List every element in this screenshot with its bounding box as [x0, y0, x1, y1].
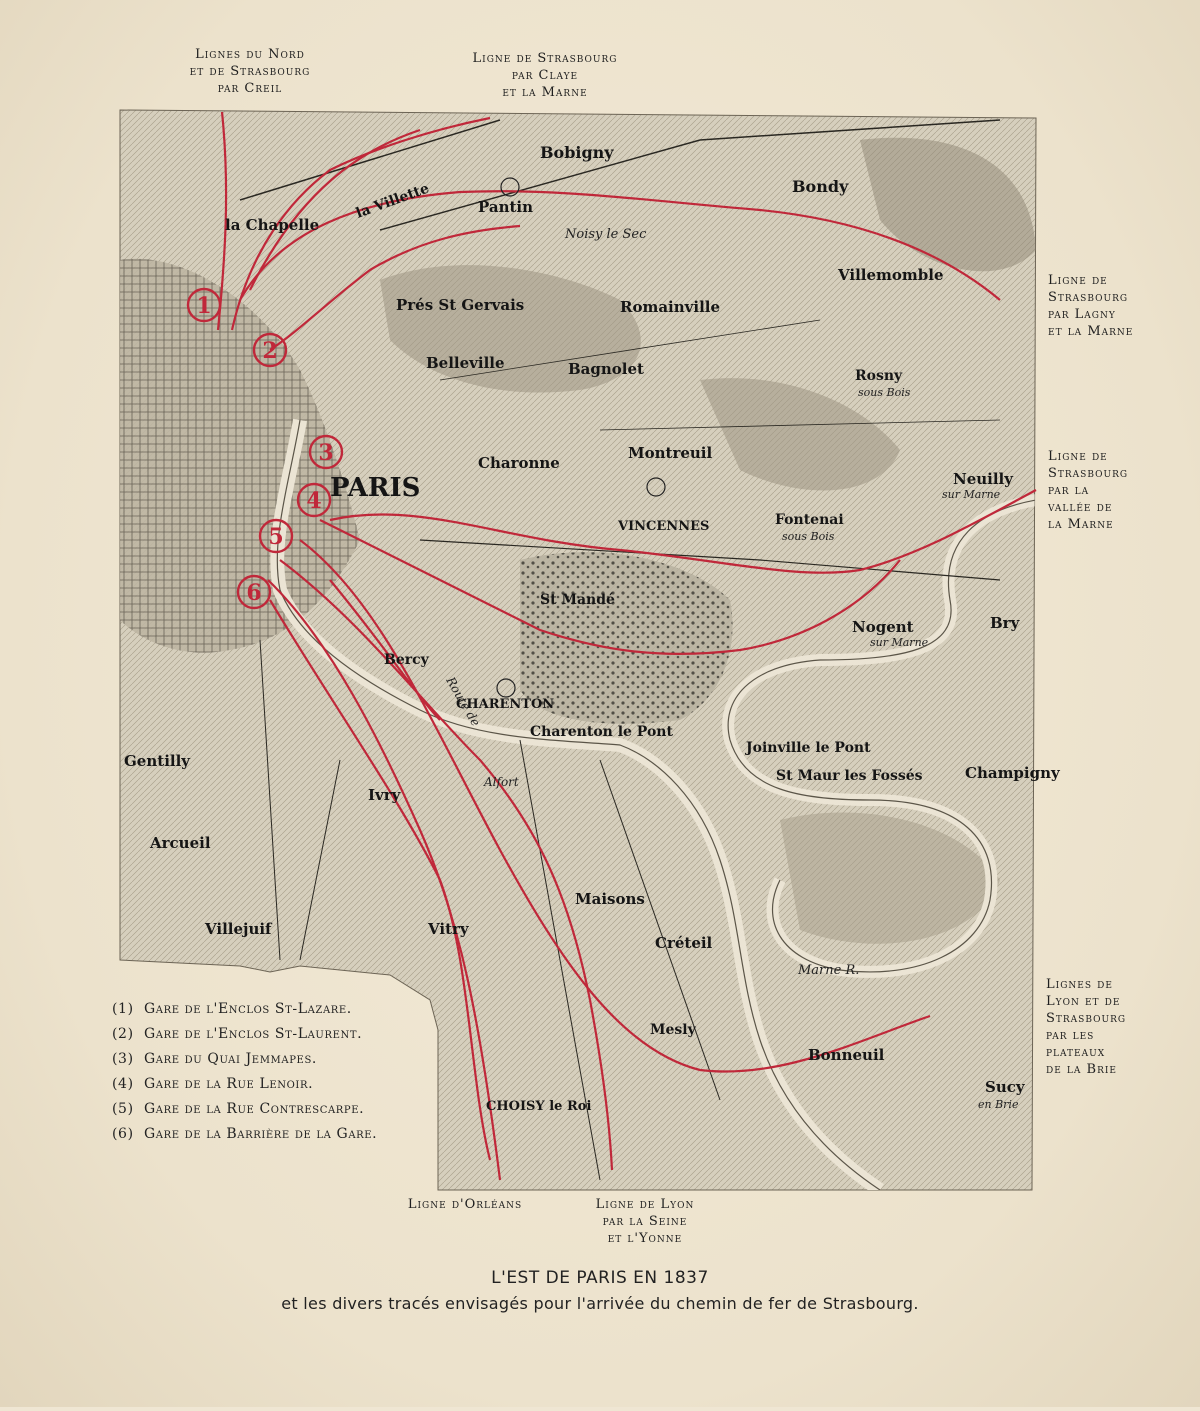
place-bagnolet: Bagnolet: [568, 360, 644, 378]
place-neuilly-sub: sur Marne: [942, 488, 1001, 501]
place-rosny-sub: sous Bois: [858, 386, 911, 399]
place-la-chapelle: la Chapelle: [225, 216, 320, 234]
svg-text:5: 5: [268, 524, 284, 550]
place-bercy: Bercy: [384, 652, 429, 668]
route-label-lyon-seine: Ligne de Lyon par la Seine et l'Yonne: [595, 1197, 695, 1246]
place-vincennes: VINCENNES: [618, 519, 710, 534]
place-fontenai-sub: sous Bois: [782, 530, 835, 543]
place-romainville: Romainville: [620, 298, 721, 316]
legend-item: (5) Gare de la Rue Contrescarpe.: [112, 1101, 365, 1117]
legend-item: (2) Gare de l'Enclos St-Laurent.: [112, 1026, 363, 1042]
place-alfort: Alfort: [484, 775, 519, 789]
svg-text:3: 3: [318, 440, 334, 466]
place-mesly: Mesly: [650, 1022, 696, 1038]
place-champigny: Champigny: [965, 764, 1060, 782]
svg-text:4: 4: [306, 488, 322, 514]
place-route-charenton: Route de: [443, 674, 483, 729]
caption-subtitle: et les divers tracés envisagés pour l'arrivée du chemin de fer de Strasbourg.: [281, 1294, 919, 1313]
place-st-mande: St Mandé: [540, 592, 615, 608]
place-charonne: Charonne: [478, 454, 560, 472]
place-villemomble: Villemomble: [838, 266, 944, 284]
place-ivry: Ivry: [368, 786, 401, 804]
place-belleville: Belleville: [426, 354, 505, 372]
place-villejuif: Villejuif: [205, 920, 272, 938]
caption-title: L'EST DE PARIS EN 1837: [491, 1268, 709, 1288]
place-la-villette: la Villette: [353, 180, 432, 222]
place-neuilly: Neuilly: [953, 470, 1013, 488]
legend-item: (4) Gare de la Rue Lenoir.: [112, 1076, 314, 1092]
place-pantin: Pantin: [478, 198, 534, 216]
place-fontenai: Fontenai: [775, 512, 844, 528]
legend-item: (1) Gare de l'Enclos St-Lazare.: [112, 1001, 352, 1017]
place-vitry: Vitry: [428, 920, 469, 938]
place-gentilly: Gentilly: [124, 752, 190, 770]
route-label-lyon-brie: Lignes de Lyon et de Strasbourg par les plateaux de la Brie: [1046, 977, 1127, 1077]
place-charenton: CHARENTON: [456, 697, 555, 712]
place-sucy-sub: en Brie: [978, 1098, 1019, 1111]
place-st-maur: St Maur les Fossés: [776, 768, 923, 784]
svg-text:1: 1: [196, 293, 212, 319]
route-label-orleans: Ligne d'Orléans: [407, 1197, 523, 1212]
svg-text:6: 6: [246, 580, 262, 606]
place-bondy: Bondy: [792, 177, 849, 196]
place-bobigny: Bobigny: [540, 143, 614, 162]
place-nogent-sub: sur Marne: [870, 636, 929, 649]
place-pres-gervais: Prés St Gervais: [396, 296, 525, 314]
legend-item: (3) Gare du Quai Jemmapes.: [112, 1051, 317, 1067]
place-montreuil: Montreuil: [628, 444, 713, 462]
place-marne-r: Marne R.: [798, 963, 860, 978]
place-joinville: Joinville le Pont: [746, 740, 871, 756]
station-legend: [112, 1000, 432, 1150]
place-bonneuil: Bonneuil: [808, 1046, 885, 1064]
route-label-nord-creil: Lignes du Nord et de Strasbourg par Creil: [189, 47, 311, 96]
legend-item: (6) Gare de la Barrière de la Gare.: [112, 1126, 378, 1142]
route-label-strasbourg-lagny: Ligne de Strasbourg par Lagny et la Marne: [1048, 273, 1134, 339]
svg-text:2: 2: [262, 338, 278, 364]
route-label-strasbourg-vallee: Ligne de Strasbourg par la vallée de la Marne: [1048, 449, 1129, 532]
place-arcueil: Arcueil: [150, 834, 211, 852]
place-paris: PARIS: [330, 473, 421, 503]
place-rosny: Rosny: [855, 368, 903, 384]
place-bry: Bry: [990, 614, 1020, 632]
route-label-strasbourg-claye: Ligne de Strasbourg par Claye et la Marne: [472, 51, 618, 100]
place-creteil: Créteil: [655, 934, 713, 952]
place-maisons: Maisons: [575, 890, 645, 908]
place-sucy: Sucy: [985, 1078, 1025, 1096]
place-charenton-le-pont: Charenton le Pont: [530, 724, 673, 740]
place-noisy-le-sec: Noisy le Sec: [565, 227, 647, 242]
place-choisy: CHOISY le Roi: [486, 1099, 592, 1114]
place-nogent: Nogent: [852, 618, 914, 636]
